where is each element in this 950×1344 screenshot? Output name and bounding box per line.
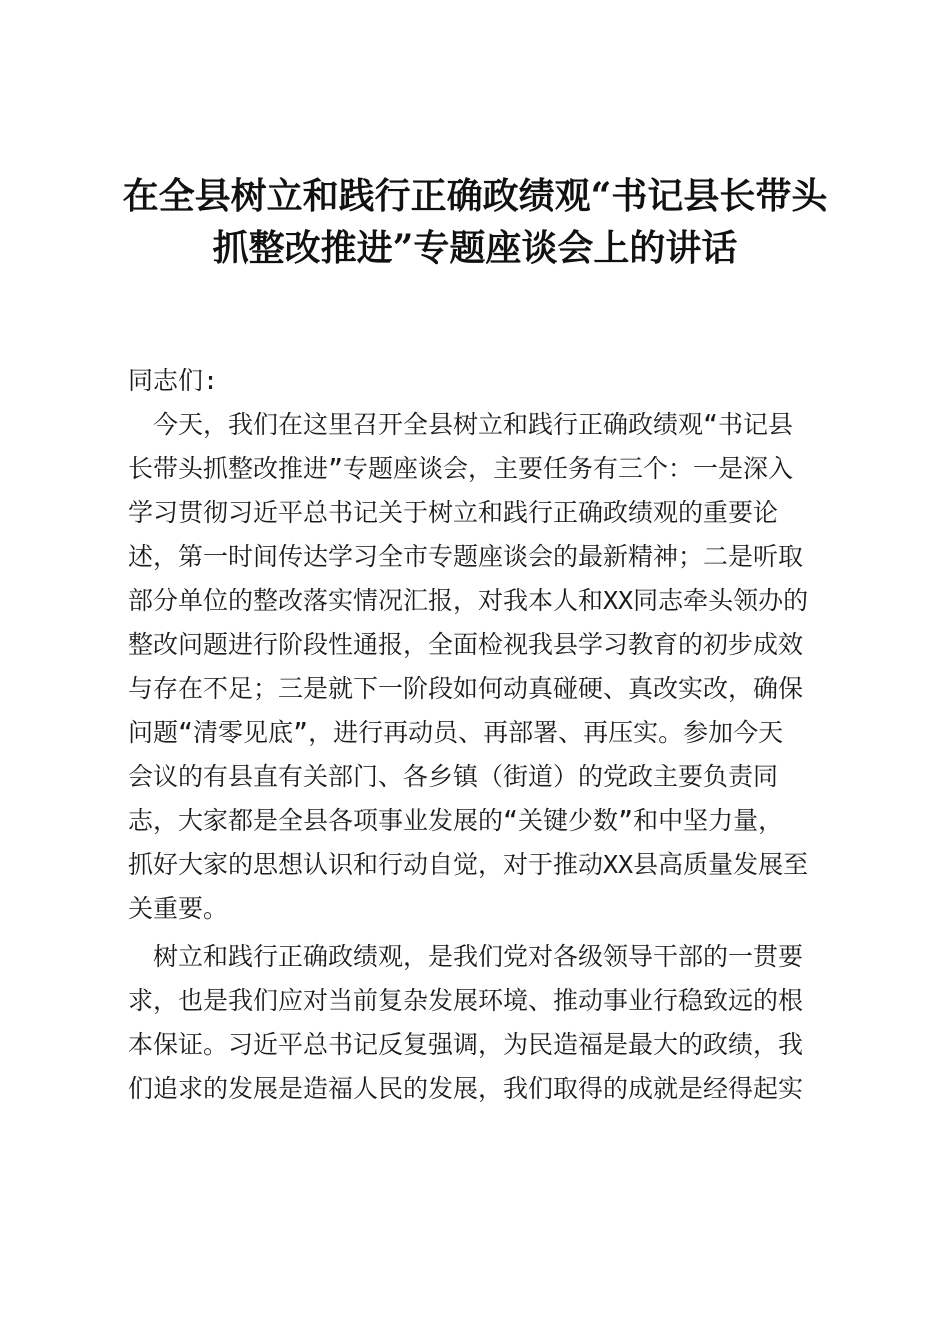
- document-title-line-2: 抓整改推进”专题座谈会上的讲话: [212, 227, 738, 269]
- paragraph-1-line: 述，第一时间传达学习全市专题座谈会的最新精神；二是听取: [128, 542, 804, 571]
- paragraph-2-line: 本保证。习近平总书记反复强调，为民造福是最大的政绩，我: [128, 1030, 804, 1059]
- document-title-line-1: 在全县树立和践行正确政绩观“书记县长带头: [122, 175, 828, 217]
- paragraph-2-line: 求，也是我们应对当前复杂发展环境、推动事业行稳致远的根: [128, 986, 804, 1015]
- paragraph-1-line: 长带头抓整改推进”专题座谈会，主要任务有三个：一是深入: [128, 454, 794, 483]
- paragraph-1-line: 关重要。: [128, 894, 229, 923]
- paragraph-2-line: 树立和践行正确政绩观，是我们党对各级领导干部的一贯要: [128, 942, 804, 971]
- paragraph-1-line: 志，大家都是全县各项事业发展的“关键少数”和中坚力量，: [128, 806, 784, 835]
- paragraph-2-line: 们追求的发展是造福人民的发展，我们取得的成就是经得起实: [128, 1074, 804, 1103]
- paragraph-1-line: 部分单位的整改落实情况汇报，对我本人和XX同志牵头领办的: [128, 586, 809, 615]
- paragraph-1-line: 问题“清零见底”，进行再动员、再部署、再压实。参加今天: [128, 718, 784, 747]
- paragraph-1-line: 整改问题进行阶段性通报，全面检视我县学习教育的初步成效: [128, 630, 804, 659]
- paragraph-1-line: 抓好大家的思想认识和行动自觉，对于推动XX县高质量发展至: [128, 850, 809, 879]
- salutation: 同志们:: [128, 366, 219, 395]
- paragraph-1-line: 与存在不足；三是就下一阶段如何动真碰硬、真改实改，确保: [128, 674, 804, 703]
- paragraph-1-line: 今天，我们在这里召开全县树立和践行正确政绩观“书记县: [128, 410, 794, 439]
- paragraph-1-line: 会议的有县直有关部门、各乡镇（街道）的党政主要负责同: [128, 762, 779, 791]
- paragraph-1-line: 学习贯彻习近平总书记关于树立和践行正确政绩观的重要论: [128, 498, 779, 527]
